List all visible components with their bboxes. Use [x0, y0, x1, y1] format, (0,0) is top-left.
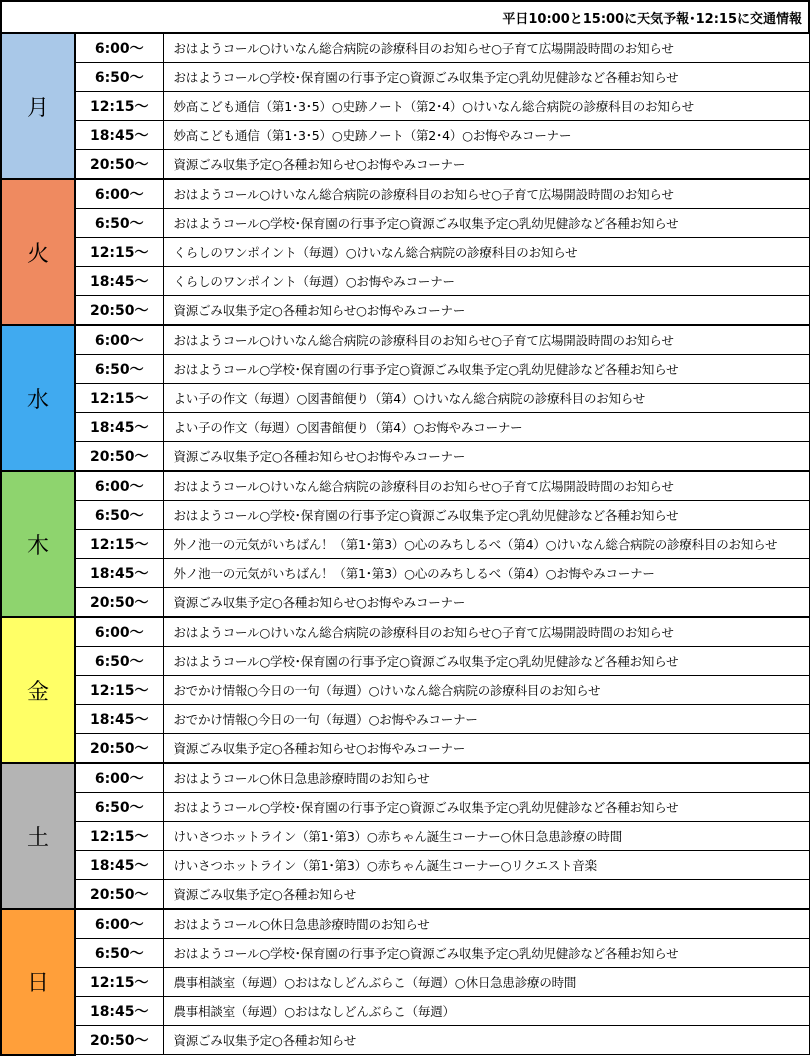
slot-time: 20:50～	[75, 296, 163, 326]
schedule-row	[1, 413, 809, 442]
day-label: 土	[1, 763, 75, 909]
slot-time: 6:50～	[75, 647, 163, 676]
slot-time: 20:50～	[75, 734, 163, 764]
schedule-row	[1, 33, 809, 63]
schedule-row	[1, 822, 809, 851]
slot-time: 6:50～	[75, 939, 163, 968]
slot-programs: おはようコール○けいなん総合病院の診療科目のお知らせ○子育て広場開設時間のお知らせ	[163, 179, 809, 209]
schedule-row	[1, 501, 809, 530]
schedule-row	[1, 705, 809, 734]
slot-time: 6:50～	[75, 63, 163, 92]
schedule-row	[1, 559, 809, 588]
day-label: 木	[1, 471, 75, 617]
slot-programs: 農事相談室（毎週）○おはなしどんぶらこ（毎週）○休日急患診療の時間	[163, 968, 809, 997]
schedule-row	[1, 179, 809, 209]
slot-time: 6:50～	[75, 501, 163, 530]
schedule-row	[1, 939, 809, 968]
schedule-row	[1, 267, 809, 296]
schedule-row	[1, 793, 809, 822]
slot-programs: おはようコール○学校･保育園の行事予定○資源ごみ収集予定○乳幼児健診など各種お知らせ	[163, 501, 809, 530]
slot-programs: くらしのワンポイント（毎週）○お悔やみコーナー	[163, 267, 809, 296]
schedule-row	[1, 647, 809, 676]
slot-programs: おでかけ情報○今日の一句（毎週）○お悔やみコーナー	[163, 705, 809, 734]
schedule-row	[1, 676, 809, 705]
slot-programs: おはようコール○学校･保育園の行事予定○資源ごみ収集予定○乳幼児健診など各種お知らせ	[163, 939, 809, 968]
schedule-row	[1, 63, 809, 92]
slot-programs: よい子の作文（毎週）○図書館便り（第4）○けいなん総合病院の診療科目のお知らせ	[163, 384, 809, 413]
schedule-row	[1, 325, 809, 355]
schedule-row	[1, 384, 809, 413]
schedule-row	[1, 997, 809, 1026]
slot-programs: おはようコール○学校･保育園の行事予定○資源ごみ収集予定○乳幼児健診など各種お知らせ	[163, 209, 809, 238]
slot-time: 6:00～	[75, 617, 163, 647]
slot-time: 12:15～	[75, 92, 163, 121]
slot-programs: 妙高こども通信（第1･3･5）○史跡ノート（第2･4）○お悔やみコーナー	[163, 121, 809, 150]
slot-programs: けいさつホットライン（第1･第3）○赤ちゃん誕生コーナー○リクエスト音楽	[163, 851, 809, 880]
slot-programs: けいさつホットライン（第1･第3）○赤ちゃん誕生コーナー○休日急患診療の時間	[163, 822, 809, 851]
slot-programs: 資源ごみ収集予定○各種お知らせ○お悔やみコーナー	[163, 296, 809, 326]
slot-programs: おはようコール○学校･保育園の行事予定○資源ごみ収集予定○乳幼児健診など各種お知らせ	[163, 793, 809, 822]
slot-programs: おでかけ情報○今日の一句（毎週）○けいなん総合病院の診療科目のお知らせ	[163, 676, 809, 705]
day-label: 水	[1, 325, 75, 471]
header-row	[1, 1, 809, 33]
day-label: 月	[1, 33, 75, 179]
slot-time: 6:00～	[75, 179, 163, 209]
day-label: 日	[1, 909, 75, 1055]
schedule-row	[1, 442, 809, 472]
schedule-row	[1, 851, 809, 880]
schedule-row	[1, 734, 809, 764]
slot-time: 12:15～	[75, 822, 163, 851]
schedule-row	[1, 238, 809, 267]
slot-time: 20:50～	[75, 880, 163, 910]
schedule-row	[1, 355, 809, 384]
schedule-row	[1, 880, 809, 910]
slot-programs: 資源ごみ収集予定○各種お知らせ	[163, 880, 809, 910]
slot-programs: おはようコール○学校･保育園の行事予定○資源ごみ収集予定○乳幼児健診など各種お知らせ	[163, 63, 809, 92]
slot-time: 6:50～	[75, 209, 163, 238]
slot-programs: おはようコール○休日急患診療時間のお知らせ	[163, 909, 809, 939]
slot-programs: 資源ごみ収集予定○各種お知らせ○お悔やみコーナー	[163, 734, 809, 764]
slot-time: 12:15～	[75, 238, 163, 267]
weather-traffic-notice: 平日10:00と15:00に天気予報･12:15に交通情報	[1, 1, 809, 33]
slot-time: 18:45～	[75, 121, 163, 150]
slot-time: 20:50～	[75, 1026, 163, 1055]
slot-time: 18:45～	[75, 997, 163, 1026]
slot-time: 6:00～	[75, 33, 163, 63]
slot-time: 12:15～	[75, 676, 163, 705]
schedule-row	[1, 763, 809, 793]
slot-time: 20:50～	[75, 588, 163, 618]
slot-programs: 資源ごみ収集予定○各種お知らせ○お悔やみコーナー	[163, 442, 809, 472]
slot-programs: 農事相談室（毎週）○おはなしどんぶらこ（毎週）	[163, 997, 809, 1026]
slot-time: 6:00～	[75, 325, 163, 355]
slot-programs: おはようコール○けいなん総合病院の診療科目のお知らせ○子育て広場開設時間のお知らせ	[163, 325, 809, 355]
schedule-row	[1, 588, 809, 618]
schedule-row	[1, 909, 809, 939]
slot-time: 18:45～	[75, 705, 163, 734]
slot-time: 6:00～	[75, 471, 163, 501]
slot-programs: 外ノ池一の元気がいちばん！（第1･第3）○心のみちしるべ（第4）○けいなん総合病院の診療科目のお知らせ	[163, 530, 809, 559]
day-label: 火	[1, 179, 75, 325]
schedule-row	[1, 150, 809, 180]
schedule-row	[1, 92, 809, 121]
day-label: 金	[1, 617, 75, 763]
schedule-row	[1, 471, 809, 501]
slot-time: 6:50～	[75, 793, 163, 822]
slot-time: 6:50～	[75, 355, 163, 384]
slot-time: 6:00～	[75, 909, 163, 939]
slot-programs: おはようコール○けいなん総合病院の診療科目のお知らせ○子育て広場開設時間のお知らせ	[163, 33, 809, 63]
schedule-row	[1, 296, 809, 326]
slot-programs: 資源ごみ収集予定○各種お知らせ○お悔やみコーナー	[163, 150, 809, 180]
slot-programs: おはようコール○学校･保育園の行事予定○資源ごみ収集予定○乳幼児健診など各種お知らせ	[163, 355, 809, 384]
slot-time: 18:45～	[75, 267, 163, 296]
slot-programs: よい子の作文（毎週）○図書館便り（第4）○お悔やみコーナー	[163, 413, 809, 442]
schedule-row	[1, 1026, 809, 1055]
slot-time: 18:45～	[75, 559, 163, 588]
slot-time: 12:15～	[75, 384, 163, 413]
slot-time: 20:50～	[75, 442, 163, 472]
slot-programs: 外ノ池一の元気がいちばん！（第1･第3）○心のみちしるべ（第4）○お悔やみコーナー	[163, 559, 809, 588]
slot-time: 20:50～	[75, 150, 163, 180]
slot-time: 6:00～	[75, 763, 163, 793]
slot-programs: 妙高こども通信（第1･3･5）○史跡ノート（第2･4）○けいなん総合病院の診療科目のお知らせ	[163, 92, 809, 121]
schedule-row	[1, 530, 809, 559]
slot-programs: 資源ごみ収集予定○各種お知らせ	[163, 1026, 809, 1055]
slot-time: 12:15～	[75, 530, 163, 559]
slot-programs: おはようコール○学校･保育園の行事予定○資源ごみ収集予定○乳幼児健診など各種お知らせ	[163, 647, 809, 676]
slot-programs: おはようコール○けいなん総合病院の診療科目のお知らせ○子育て広場開設時間のお知らせ	[163, 471, 809, 501]
slot-time: 18:45～	[75, 851, 163, 880]
slot-programs: おはようコール○休日急患診療時間のお知らせ	[163, 763, 809, 793]
schedule-row	[1, 617, 809, 647]
schedule-row	[1, 968, 809, 997]
slot-programs: 資源ごみ収集予定○各種お知らせ○お悔やみコーナー	[163, 588, 809, 618]
slot-time: 18:45～	[75, 413, 163, 442]
slot-programs: くらしのワンポイント（毎週）○けいなん総合病院の診療科目のお知らせ	[163, 238, 809, 267]
slot-time: 12:15～	[75, 968, 163, 997]
schedule-row	[1, 121, 809, 150]
schedule-row	[1, 209, 809, 238]
slot-programs: おはようコール○けいなん総合病院の診療科目のお知らせ○子育て広場開設時間のお知らせ	[163, 617, 809, 647]
